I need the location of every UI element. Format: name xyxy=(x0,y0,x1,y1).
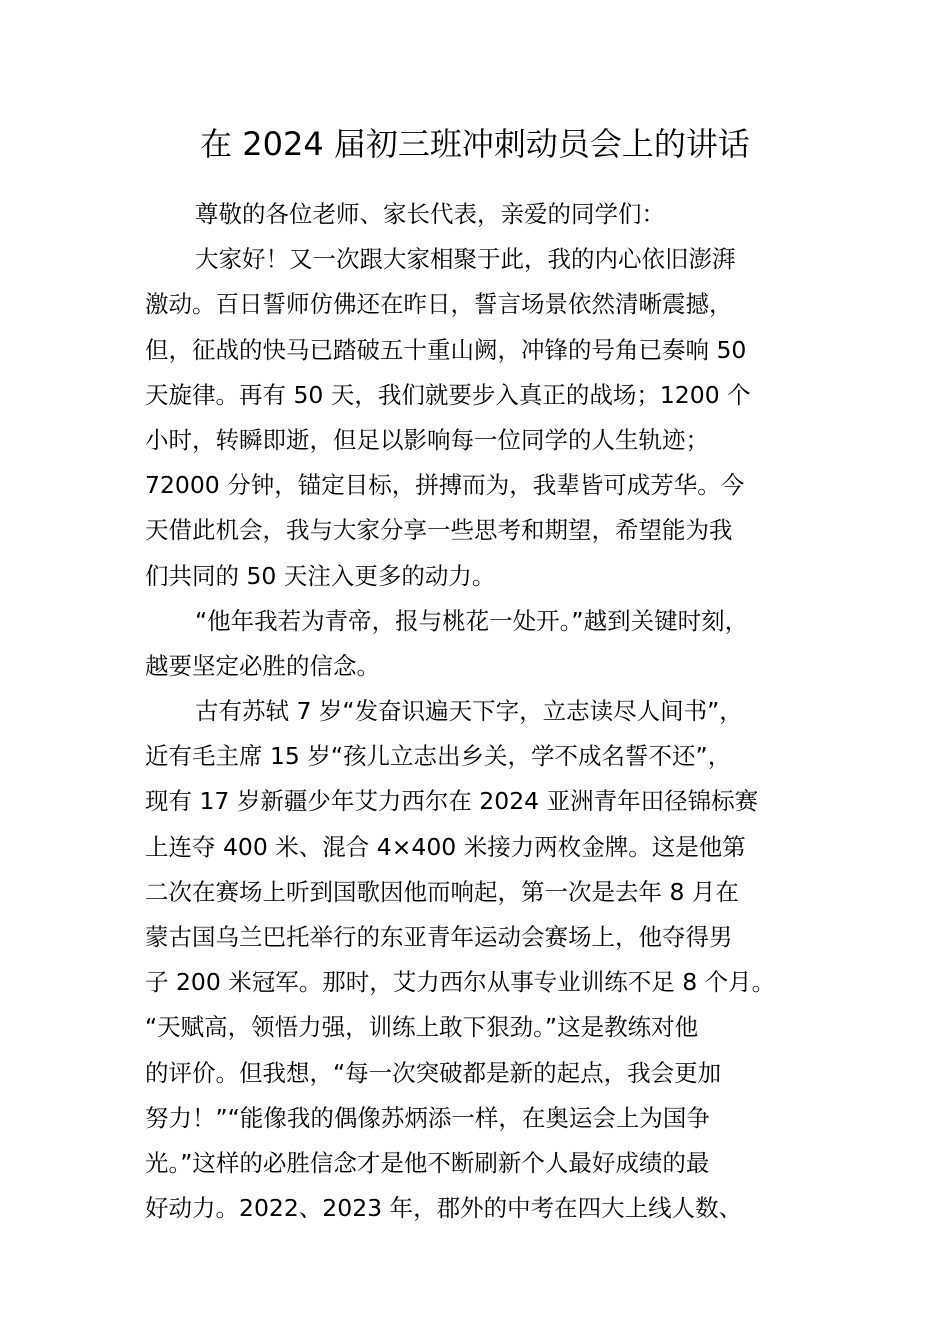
paragraph-line: 72000 分钟，锚定目标，拼搏而为，我辈皆可成芳华。今 xyxy=(145,471,745,500)
paragraph-line: “天赋高，领悟力强，训练上敢下狠劲。”这是教练对他 xyxy=(145,1013,699,1042)
paragraph-line: 好动力。2022、2023 年，郡外的中考在四大上线人数、 xyxy=(145,1194,743,1223)
paragraph-line: 光。”这样的必胜信念才是他不断刷新个人最好成绩的最 xyxy=(145,1148,710,1177)
paragraph-line: 小时，转瞬即逝，但足以影响每一位同学的人生轨迹； xyxy=(145,425,709,454)
paragraph-line: 二次在赛场上听到国歌因他而响起，第一次是去年 8 月在 xyxy=(145,877,739,906)
paragraph-line: 的评价。但我想，“每一次突破都是新的起点，我会更加 xyxy=(145,1058,722,1087)
document-body xyxy=(145,192,835,1231)
paragraph-line: 大家好！又一次跟大家相聚于此，我的内心依旧澎湃 xyxy=(195,245,736,274)
document-title: 在 2024 届初三班冲刺动员会上的讲话 xyxy=(200,125,750,163)
paragraph-line: 天旋律。再有 50 天，我们就要步入真正的战场；1200 个 xyxy=(145,380,751,409)
paragraph-line: 古有苏轼 7 岁“发奋识遍天下字，立志读尽人间书”， xyxy=(195,697,743,726)
paragraph-line: 激动。百日誓师仿佛还在昨日，誓言场景依然清晰震撼， xyxy=(145,290,733,319)
paragraph-line: 蒙古国乌兰巴托举行的东亚青年运动会赛场上，他夺得男 xyxy=(145,923,733,951)
salutation-line: 尊敬的各位老师、家长代表，亲爱的同学们： xyxy=(195,200,665,228)
paragraph-line: 上连夺 400 米、混合 4×400 米接力两枚金牌。这是他第 xyxy=(145,832,746,861)
paragraph-line: 努力！”“能像我的偶像苏炳添一样，在奥运会上为国争 xyxy=(145,1103,710,1132)
paragraph-line: 天借此机会，我与大家分享一些思考和期望，希望能为我 xyxy=(145,516,733,545)
paragraph-line: 越要坚定必胜的信念。 xyxy=(145,651,380,680)
paragraph-line: “他年我若为青帝，报与桃花一处开。”越到关键时刻， xyxy=(195,606,749,635)
paragraph-line: 们共同的 50 天注入更多的动力。 xyxy=(145,561,496,590)
paragraph-line: 子 200 米冠军。那时，艾力西尔从事专业训练不足 8 个月。 xyxy=(145,968,776,997)
paragraph-line: 但，征战的快马已踏破五十重山阙，冲锋的号角已奏响 50 xyxy=(145,335,747,364)
paragraph-line: 现有 17 岁新疆少年艾力西尔在 2024 亚洲青年田径锦标赛 xyxy=(145,787,759,816)
paragraph-line: 近有毛主席 15 岁“孩儿立志出乡关，学不成名誓不还”， xyxy=(145,742,732,771)
